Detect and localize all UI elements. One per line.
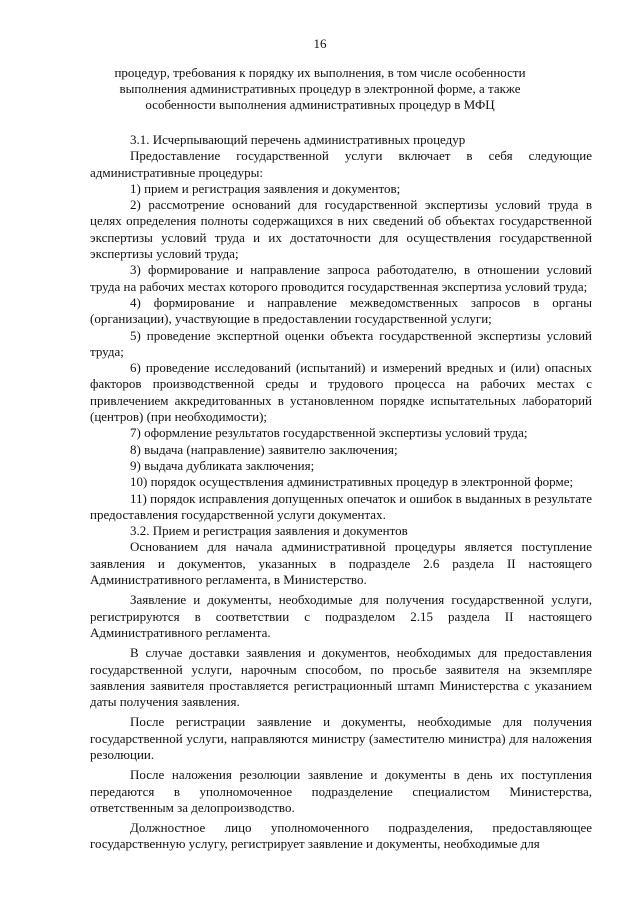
paragraph: 3.1. Исчерпывающий перечень административных процедур <box>130 132 466 147</box>
paragraph: Основанием для начала административной процедуры является поступление заявления и документов, указанных в подразделе 2.6 раздела II настоящего Административного регламента, в Министерство. <box>90 539 592 588</box>
list-item: 8) выдача (направление) заявителю заключения; <box>130 441 398 457</box>
list-item: 9) выдача дубликата заключения; <box>130 457 315 473</box>
paragraph: После регистрации заявление и документы, необходимые для получения государственной услуги, направляются министру (заместителю министра) для наложения резолюции. <box>90 714 592 762</box>
list-item: 10) порядок осуществления административных процедур в электронной форме; <box>130 474 574 490</box>
list-item: 2) рассмотрение оснований для государственной экспертизы условий труда в целях определения полноты содержащихся в них сведений об объектах государственной экспертизы условий труда и их достаточности для осуществления государственной экспертизы условий труда; <box>90 197 592 262</box>
list-item: 4) формирование и направление межведомственных запросов в органы (организации), участвующие в предоставлении государственной услуги; <box>90 294 592 327</box>
section-heading: процедур, требования к порядку их выполнения, в том числе особенности выполнения административных процедур в электронной форме, а также особенности выполнения административных процедур в МФЦ <box>114 65 526 112</box>
list-item: 5) проведение экспертной оценки объекта государственной экспертизы условий труда; <box>90 327 592 359</box>
document-body <box>90 132 592 853</box>
paragraph: В случае доставки заявления и документов, необходимых для предоставления государственной услуги, нарочным способом, по просьбе заявителя на экземпляре заявления заявителя проставляется регистрационный штамп Министерства с указанием даты получения заявления. <box>90 645 592 710</box>
list-item: 1) прием и регистрация заявления и документов; <box>130 180 401 196</box>
paragraph: После наложения резолюции заявление и документы в день их поступления передаются в уполномоченное подразделение специалистом Министерства, ответственным за делопроизводство. <box>90 767 592 815</box>
page-number: 16 <box>313 36 327 51</box>
paragraph: Должностное лицо уполномоченного подразделения, предоставляющее государственную услугу, регистрирует заявление и документы, необходимые для <box>90 820 592 852</box>
list-item: 3) формирование и направление запроса работодателю, в отношении условий труда на рабочих местах которого проводится государственная экспертиза условий труда; <box>90 262 592 294</box>
list-item: 6) проведение исследований (испытаний) и измерений вредных и (или) опасных факторов производственной среды и трудового процесса на рабочих местах с привлечением аккредитованных в установленном порядке испытательных лабораторий (центров) (при необходимости); <box>90 360 592 425</box>
list-item: 11) порядок исправления допущенных опечаток и ошибок в выданных в результате предоставления государственной услуги документах. <box>90 490 592 522</box>
paragraph: Предоставление государственной услуги включает в себя следующие административные процедуры: <box>90 148 592 180</box>
paragraph: Заявление и документы, необходимые для получения государственной услуги, регистрируются в соответствии с подразделом 2.15 раздела II настоящего Административного регламента. <box>90 592 592 640</box>
list-item: 7) оформление результатов государственной экспертизы условий труда; <box>130 425 528 441</box>
subsection-title: 3.2. Прием и регистрация заявления и документов <box>130 523 408 539</box>
